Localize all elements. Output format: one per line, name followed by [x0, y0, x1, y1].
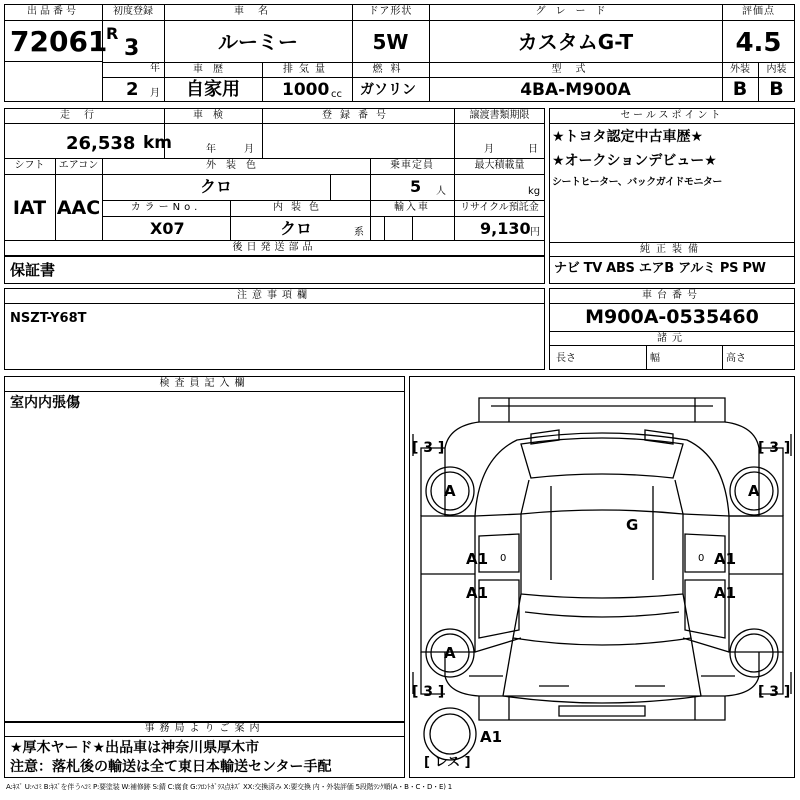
shift-label: シフト	[14, 160, 45, 171]
car-name: ルーミー	[218, 30, 298, 54]
mark-tire-front-right: A	[748, 482, 760, 500]
disp-label: 排気量	[283, 64, 331, 75]
insp-year-unit: 年	[206, 144, 216, 155]
month-unit: 月	[150, 88, 160, 99]
inspector-block	[4, 376, 405, 722]
ac-value: AAC	[56, 197, 101, 219]
yen-unit: 円	[530, 227, 540, 238]
mark-rear-left-panel: [ 3 ]	[412, 684, 445, 700]
inspection-label: 車検	[193, 110, 233, 121]
int-grade: B	[769, 78, 784, 100]
color-value: クロ	[199, 177, 232, 196]
chassis-value: M900A-0535460	[585, 306, 759, 328]
sales-points-label: セールスポイント	[620, 110, 724, 121]
height-label: 高さ	[726, 353, 746, 364]
mark-tire-rear-left: A	[444, 644, 456, 662]
sales-point-line: ★トヨタ認定中古車歴★	[552, 129, 704, 145]
score-label: 評価点	[742, 6, 775, 17]
chassis-label: 車台番号	[642, 290, 702, 301]
plate-label: 登録番号	[322, 110, 394, 121]
fuel-value: ガソリン	[360, 82, 416, 98]
capacity-value: 5	[410, 177, 422, 196]
colorno-value: X07	[150, 219, 185, 238]
capacity-unit: 人	[436, 186, 446, 197]
inspector-value: 室内内張傷	[10, 395, 80, 411]
year-unit: 年	[150, 63, 160, 74]
mileage-label: 走行	[60, 110, 108, 121]
later-parts-label: 後日発送部品	[232, 242, 317, 253]
cc-unit: cc	[331, 89, 342, 100]
mark-door-front-right: A1	[714, 550, 737, 568]
mark-indicator: 0	[698, 553, 705, 564]
office-line: ★厚木ヤード★出品車は神奈川県厚木市	[10, 740, 260, 756]
interior-label: 内装色	[273, 202, 327, 213]
equipment-value: ナビ TV ABS エアB アルミ PS PW	[554, 261, 766, 276]
equipment-label: 純正装備	[640, 244, 704, 255]
door-value: 5W	[372, 30, 409, 54]
grade-value: カスタムG-T	[517, 30, 634, 54]
reg-year: 3	[124, 36, 140, 61]
capacity-label: 乗車定員	[390, 160, 434, 171]
ext-label: 外装	[730, 64, 750, 75]
mark-rear-right-panel: [ 3 ]	[758, 684, 791, 700]
score-value: 4.5	[735, 28, 782, 58]
model-value: 4BA-M900A	[520, 80, 631, 100]
mileage-value: 26,538	[66, 133, 136, 154]
import-label: 輸入車	[394, 202, 430, 213]
mark-door-front-left: A1	[466, 550, 489, 568]
length-label: 長さ	[556, 353, 576, 364]
int-label: 内装	[766, 64, 787, 75]
ext-grade: B	[732, 78, 748, 100]
spare-label: [ レス ]	[424, 755, 471, 770]
grade-label: グレード	[535, 6, 616, 17]
reg-label: 初度登録	[113, 6, 153, 17]
notes-label: 注意事項欄	[237, 290, 312, 301]
transfer-day-unit: 日	[528, 144, 538, 155]
model-label: 型式	[551, 64, 600, 75]
interior-unit: 系	[354, 227, 364, 238]
legend: A:ｷｽﾞ U:ﾍｺﾐ B:ｷｽﾞを伴うﾍｺﾐ P:要塗装 W:補修跡 S:錆 C:腐食 G:ﾌﾛﾝﾄｶﾞﾗｽ点ｷｽﾞ XX:交換済み X:要交換 内・外装評価 5段階ﾗﾝｸ順(A・B・C・D・E) 1	[6, 783, 453, 791]
era: R	[106, 24, 119, 43]
lot-number: 72061	[10, 25, 108, 58]
mark-spare: A1	[480, 728, 503, 746]
history-value: 自家用	[186, 79, 240, 100]
inspector-label: 検査員記入欄	[159, 378, 250, 389]
mark-tire-front-left: A	[444, 482, 456, 500]
lot-label: 出品番号	[27, 6, 79, 17]
color-label: 外装色	[206, 160, 266, 171]
name-label: 車名	[234, 6, 282, 17]
door-label: ドア形状	[368, 6, 413, 17]
mark-indicator: 0	[500, 553, 507, 564]
shift-value: IAT	[12, 197, 47, 219]
car-outline	[409, 376, 795, 778]
sales-point-line: シートヒーター、バックガイドモニター	[552, 177, 722, 188]
recycle-label: リサイクル預託金	[460, 202, 539, 213]
insp-month-unit: 月	[244, 144, 254, 155]
transfer-month-unit: 月	[484, 144, 494, 155]
transfer-label: 譲渡書類期限	[469, 110, 530, 121]
history-label: 車歴	[193, 64, 233, 75]
colorno-label: カラーNo.	[130, 202, 202, 213]
load-label: 最大積載量	[474, 160, 525, 171]
ac-label: エアコン	[58, 160, 99, 171]
later-parts-block	[4, 256, 545, 284]
interior-value: クロ	[280, 219, 313, 238]
notes-value: NSZT-Y68T	[10, 311, 87, 326]
load-unit: kg	[528, 186, 541, 197]
mark-roof: G	[626, 516, 639, 534]
sales-point-line: ★オークションデビュー★	[552, 153, 717, 169]
km-unit: km	[143, 133, 173, 153]
disp-value: 1000	[282, 80, 330, 100]
fuel-label: 燃料	[372, 64, 409, 75]
mark-front-right-panel: [ 3 ]	[758, 440, 791, 456]
dims-label: 諸元	[657, 333, 687, 344]
later-parts-value: 保証書	[10, 261, 56, 279]
office-line: 注意：落札後の輸送は全て東日本輸送センター手配	[10, 759, 332, 775]
reg-month: 2	[126, 79, 139, 100]
width-label: 幅	[650, 353, 660, 364]
office-label: 事務局よりご案内	[144, 723, 265, 734]
mark-door-rear-left: A1	[466, 584, 489, 602]
mark-door-rear-right: A1	[714, 584, 737, 602]
mark-front-left-panel: [ 3 ]	[412, 440, 445, 456]
recycle-value: 9,130	[480, 219, 531, 238]
